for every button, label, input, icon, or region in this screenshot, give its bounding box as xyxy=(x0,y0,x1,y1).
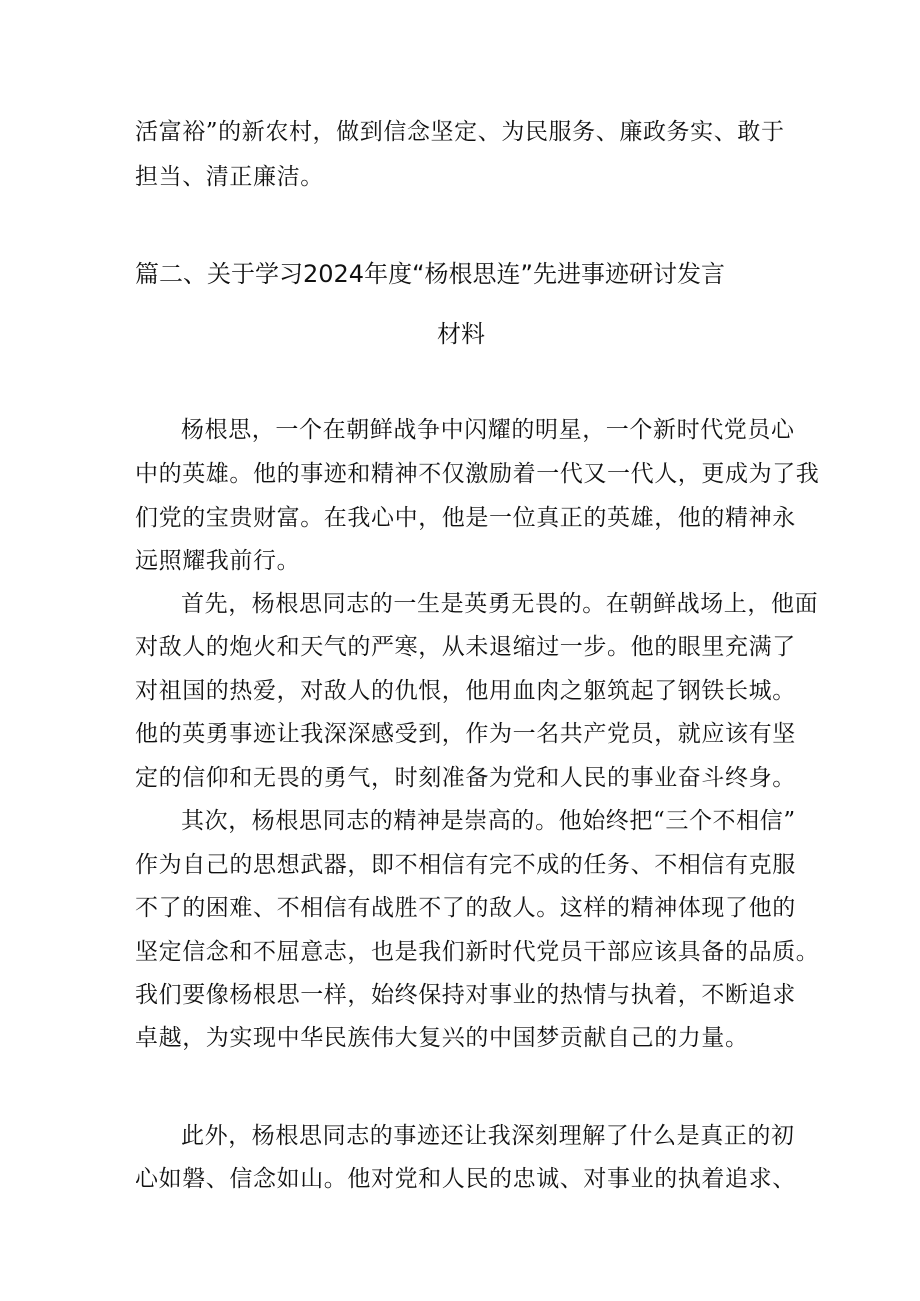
paragraph-1-line-2: 中的英雄。他的事迹和精神不仅激励着一代又一代人，更成为了我 xyxy=(135,461,820,487)
paragraph-2-line-5: 定的信仰和无畏的勇气，时刻准备为党和人民的事业奋斗终身。 xyxy=(135,765,796,791)
paragraph-3-line-6: 卓越，为实现中华民族伟大复兴的中国梦贡献自己的力量。 xyxy=(135,1025,749,1051)
paragraph-1-line-1: 杨根思，一个在朝鲜战争中闪耀的明星，一个新时代党员心 xyxy=(181,417,795,443)
paragraph-3-line-1: 其次，杨根思同志的精神是崇高的。他始终把“三个不相信” xyxy=(181,808,796,834)
section-heading-line-1: 篇二、关于学习2024年度“杨根思连”先进事迹研讨发言 xyxy=(135,260,725,288)
intro-line-2: 担当、清正廉洁。 xyxy=(135,164,324,190)
paragraph-3-line-2: 作为自己的思想武器，即不相信有完不成的任务、不相信有克服 xyxy=(135,852,796,878)
paragraph-3-line-5: 我们要像杨根思一样，始终保持对事业的热情与执着，不断追求 xyxy=(135,982,796,1008)
paragraph-4-line-2: 心如磐、信念如山。他对党和人民的忠诚、对事业的执着追求、 xyxy=(135,1166,796,1192)
paragraph-2-line-2: 对敌人的炮火和天气的严寒，从未退缩过一步。他的眼里充满了 xyxy=(135,634,796,660)
paragraph-3-line-4: 坚定信念和不屈意志，也是我们新时代党员干部应该具备的品质。 xyxy=(135,939,820,965)
section-heading-line-2: 材料 xyxy=(437,320,485,348)
paragraph-1-line-4: 远照耀我前行。 xyxy=(135,548,301,574)
intro-line-1: 活富裕”的新农村，做到信念坚定、为民服务、廉政务实、敢于 xyxy=(135,119,785,145)
paragraph-2-line-3: 对祖国的热爱，对敌人的仇恨，他用血肉之躯筑起了钢铁长城。 xyxy=(135,678,796,704)
paragraph-1-line-3: 们党的宝贵财富。在我心中，他是一位真正的英雄，他的精神永 xyxy=(135,505,796,531)
paragraph-4-line-1: 此外，杨根思同志的事迹还让我深刻理解了什么是真正的初 xyxy=(181,1123,795,1149)
paragraph-3-line-3: 不了的困难、不相信有战胜不了的敌人。这样的精神体现了他的 xyxy=(135,895,796,921)
paragraph-2-line-4: 他的英勇事迹让我深深感受到，作为一名共产党员，就应该有坚 xyxy=(135,721,796,747)
paragraph-2-line-1: 首先，杨根思同志的一生是英勇无畏的。在朝鲜战场上，他面 xyxy=(181,591,819,617)
